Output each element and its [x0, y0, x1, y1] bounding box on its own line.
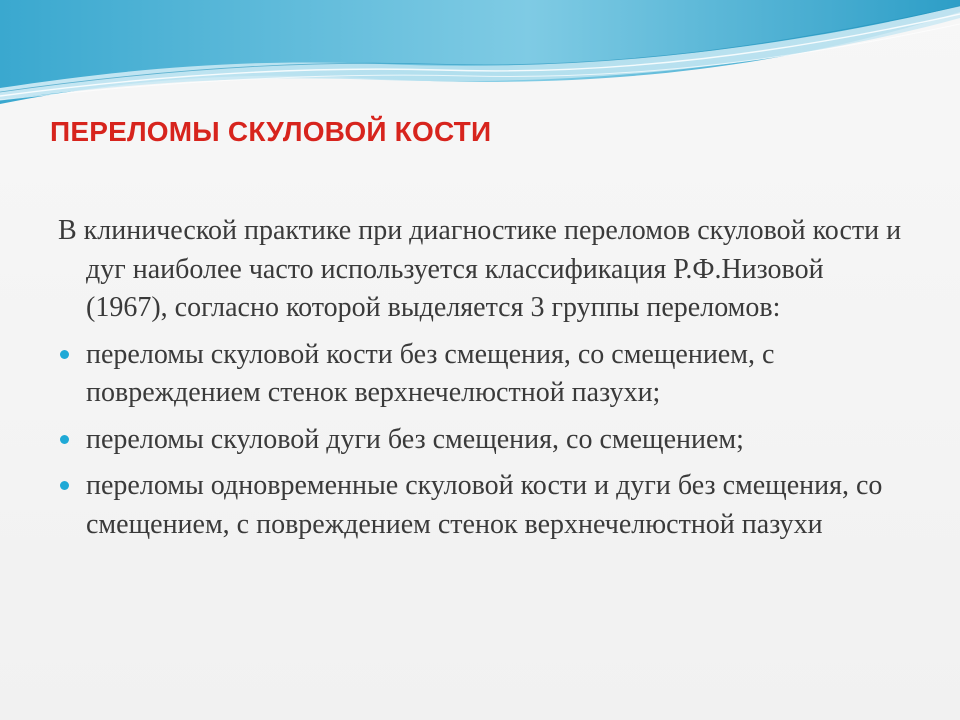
- list-item: [58, 467, 908, 544]
- wave-header-decoration: [0, 0, 960, 110]
- bullet-list: [58, 336, 908, 545]
- slide-title: ПЕРЕЛОМЫ СКУЛОВОЙ КОСТИ: [50, 116, 492, 147]
- bullet-text: переломы скуловой дуги без смещения, со смещением;: [86, 423, 744, 455]
- intro-paragraph: В клинической практике при диагностике переломов скуловой кости и дуг наиболее часто используется классификация Р.Ф.Низовой (1967), согласно которой выделяется 3 группы переломов:: [58, 215, 902, 323]
- bullet-icon: [60, 350, 69, 359]
- bullet-text: переломы одновременные скуловой кости и дуги без смещения, со смещением, с повреждением стенок верхнечелюстной пазухи: [86, 470, 883, 540]
- bullet-text: переломы скуловой кости без смещения, со смещением, с повреждением стенок верхнечелюстной пазухи;: [86, 338, 775, 408]
- bullet-icon: [60, 435, 69, 444]
- list-item: [58, 336, 908, 413]
- bullet-icon: [60, 481, 69, 490]
- list-item: [58, 421, 908, 460]
- slide-content: [58, 212, 908, 552]
